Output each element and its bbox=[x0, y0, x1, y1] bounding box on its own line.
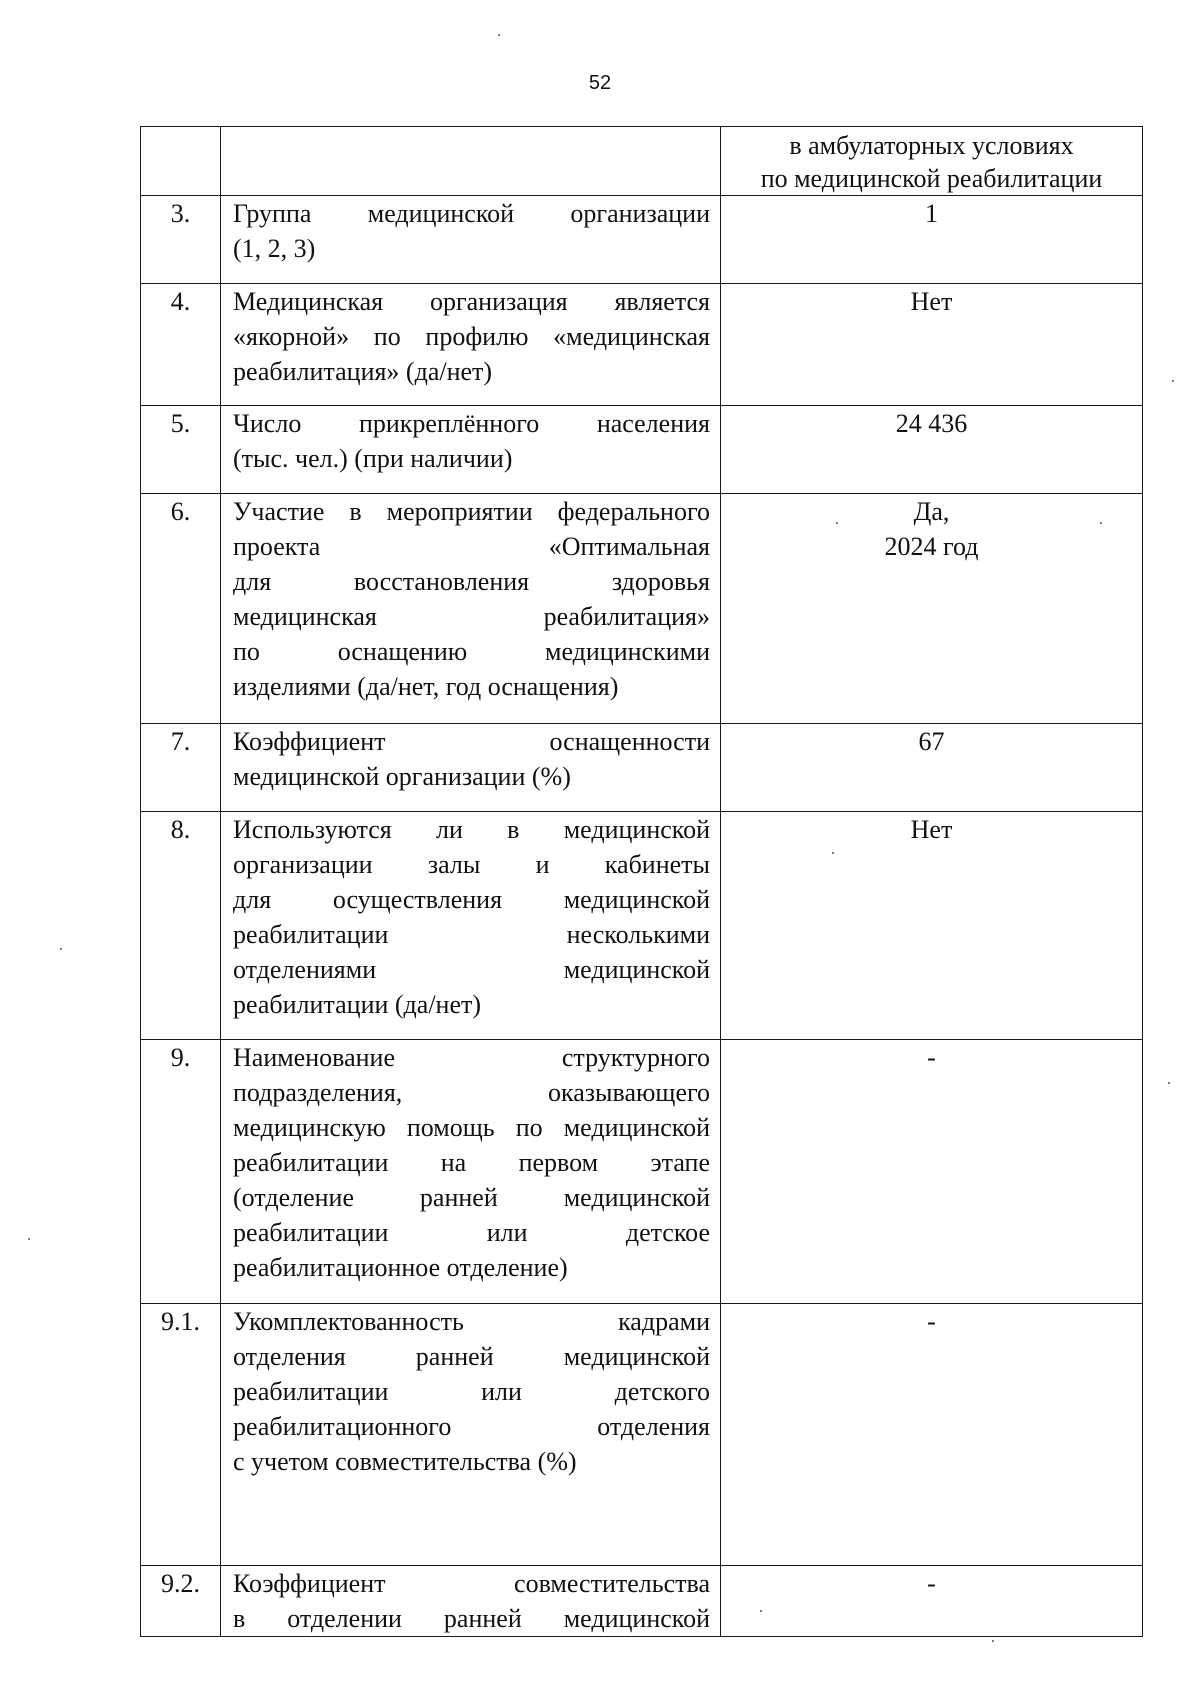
row-label-line: отделения ранней медицинской bbox=[233, 1342, 710, 1371]
row-label-line: медицинской организации (%) bbox=[233, 762, 571, 791]
row-label-line: подразделения, оказывающего bbox=[233, 1078, 710, 1107]
header-value-cell bbox=[721, 127, 1143, 196]
table-row bbox=[141, 724, 1143, 812]
table-header-row bbox=[141, 127, 1143, 196]
row-label-line: реабилитации (да/нет) bbox=[233, 990, 482, 1019]
row-value-line: - bbox=[927, 1307, 936, 1336]
scan-speck bbox=[60, 948, 62, 950]
row-value-cell bbox=[721, 724, 1143, 812]
row-label-line: организации залы и кабинеты bbox=[233, 850, 710, 879]
row-label-line: (тыс. чел.) (при наличии) bbox=[233, 444, 513, 473]
row-number-cell: 3. bbox=[141, 196, 221, 284]
row-value-cell bbox=[721, 196, 1143, 284]
row-value-cell bbox=[721, 1040, 1143, 1304]
row-label-line: Используются ли в медицинской bbox=[233, 815, 710, 844]
row-label-cell bbox=[221, 284, 721, 406]
scan-speck bbox=[1100, 522, 1102, 524]
table-row bbox=[141, 406, 1143, 494]
table-row bbox=[141, 1566, 1143, 1637]
row-label-line: Участие в мероприятии федерального bbox=[233, 497, 710, 526]
row-value-line: 2024 год bbox=[884, 532, 979, 561]
row-label-line: в отделении ранней медицинской bbox=[233, 1604, 710, 1633]
header-value-line: по медицинской реабилитации bbox=[760, 164, 1103, 193]
row-value-line: Да, bbox=[913, 497, 950, 526]
header-value-line: в амбулаторных условиях bbox=[789, 131, 1074, 160]
row-label-line: реабилитационное отделение) bbox=[233, 1253, 568, 1282]
table-row bbox=[141, 196, 1143, 284]
row-label-line: реабилитационного отделения bbox=[233, 1412, 710, 1441]
row-label-line: (1, 2, 3) bbox=[233, 234, 316, 263]
row-label-line: с учетом совместительства (%) bbox=[233, 1447, 577, 1476]
row-label-line: «якорной» по профилю «медицинская bbox=[233, 322, 710, 351]
row-label-line: Группа медицинской организации bbox=[233, 199, 710, 228]
scan-speck bbox=[992, 1640, 994, 1642]
row-label-cell bbox=[221, 196, 721, 284]
scan-speck bbox=[1168, 1082, 1170, 1084]
row-value-cell bbox=[721, 494, 1143, 724]
row-label-cell bbox=[221, 406, 721, 494]
row-number-cell: 4. bbox=[141, 284, 221, 406]
header-label-cell bbox=[221, 127, 721, 196]
row-label-line: (отделение ранней медицинской bbox=[233, 1183, 710, 1212]
table-row bbox=[141, 812, 1143, 1040]
row-label-line: изделиями (да/нет, год оснащения) bbox=[233, 672, 619, 701]
row-number-cell: 7. bbox=[141, 724, 221, 812]
row-label-cell bbox=[221, 1040, 721, 1304]
table-row bbox=[141, 284, 1143, 406]
row-value-cell bbox=[721, 1566, 1143, 1637]
row-label-line: реабилитация» (да/нет) bbox=[233, 357, 493, 386]
row-label-line: Число прикреплённого населения bbox=[233, 409, 710, 438]
row-label-line: проекта «Оптимальная bbox=[233, 532, 710, 561]
row-label-line: по оснащению медицинскими bbox=[233, 637, 710, 666]
row-label-line: реабилитации на первом этапе bbox=[233, 1148, 710, 1177]
row-label-cell bbox=[221, 494, 721, 724]
row-label-line: медицинскую помощь по медицинской bbox=[233, 1113, 710, 1142]
row-label-line: Коэффициент совместительства bbox=[233, 1569, 710, 1598]
scan-speck bbox=[836, 522, 838, 524]
row-value-line: 1 bbox=[925, 199, 938, 228]
scan-speck bbox=[832, 852, 834, 854]
table-row bbox=[141, 494, 1143, 724]
row-label-line: Коэффициент оснащенности bbox=[233, 727, 710, 756]
row-label-line: отделениями медицинской bbox=[233, 955, 710, 984]
row-label-line: реабилитации несколькими bbox=[233, 920, 710, 949]
row-value-cell bbox=[721, 406, 1143, 494]
scan-speck bbox=[498, 34, 500, 36]
scan-speck bbox=[1172, 380, 1174, 382]
scan-speck bbox=[760, 1610, 762, 1612]
row-value-cell bbox=[721, 284, 1143, 406]
row-value-cell bbox=[721, 1304, 1143, 1566]
row-number-cell: 8. bbox=[141, 812, 221, 1040]
table-row bbox=[141, 1040, 1143, 1304]
row-value-line: 67 bbox=[918, 727, 945, 756]
table-row bbox=[141, 1304, 1143, 1566]
row-value-line: 24 436 bbox=[895, 409, 968, 438]
row-value-line: Нет bbox=[910, 287, 953, 316]
row-label-line: Медицинская организация является bbox=[233, 287, 710, 316]
row-value-line: - bbox=[927, 1043, 936, 1072]
row-number-cell: 9. bbox=[141, 1040, 221, 1304]
row-number-cell: 5. bbox=[141, 406, 221, 494]
row-number-cell: 6. bbox=[141, 494, 221, 724]
row-label-cell bbox=[221, 812, 721, 1040]
row-number-cell: 9.2. bbox=[141, 1566, 221, 1637]
page-number: 52 bbox=[588, 72, 612, 94]
row-value-line: Нет bbox=[910, 815, 953, 844]
row-label-line: для восстановления здоровья bbox=[233, 567, 710, 596]
rehabilitation-data-table bbox=[140, 126, 1143, 1637]
row-value-line: - bbox=[927, 1569, 936, 1598]
row-label-line: медицинская реабилитация» bbox=[233, 602, 710, 631]
header-num-cell bbox=[141, 127, 221, 196]
row-label-cell bbox=[221, 724, 721, 812]
row-label-cell bbox=[221, 1566, 721, 1637]
row-label-cell bbox=[221, 1304, 721, 1566]
row-label-line: Наименование структурного bbox=[233, 1043, 710, 1072]
row-label-line: реабилитации или детское bbox=[233, 1218, 710, 1247]
row-value-cell bbox=[721, 812, 1143, 1040]
row-number-cell: 9.1. bbox=[141, 1304, 221, 1566]
scan-speck bbox=[28, 1238, 30, 1240]
row-label-line: реабилитации или детского bbox=[233, 1377, 710, 1406]
row-label-line: для осуществления медицинской bbox=[233, 885, 710, 914]
row-label-line: Укомплектованность кадрами bbox=[233, 1307, 710, 1336]
